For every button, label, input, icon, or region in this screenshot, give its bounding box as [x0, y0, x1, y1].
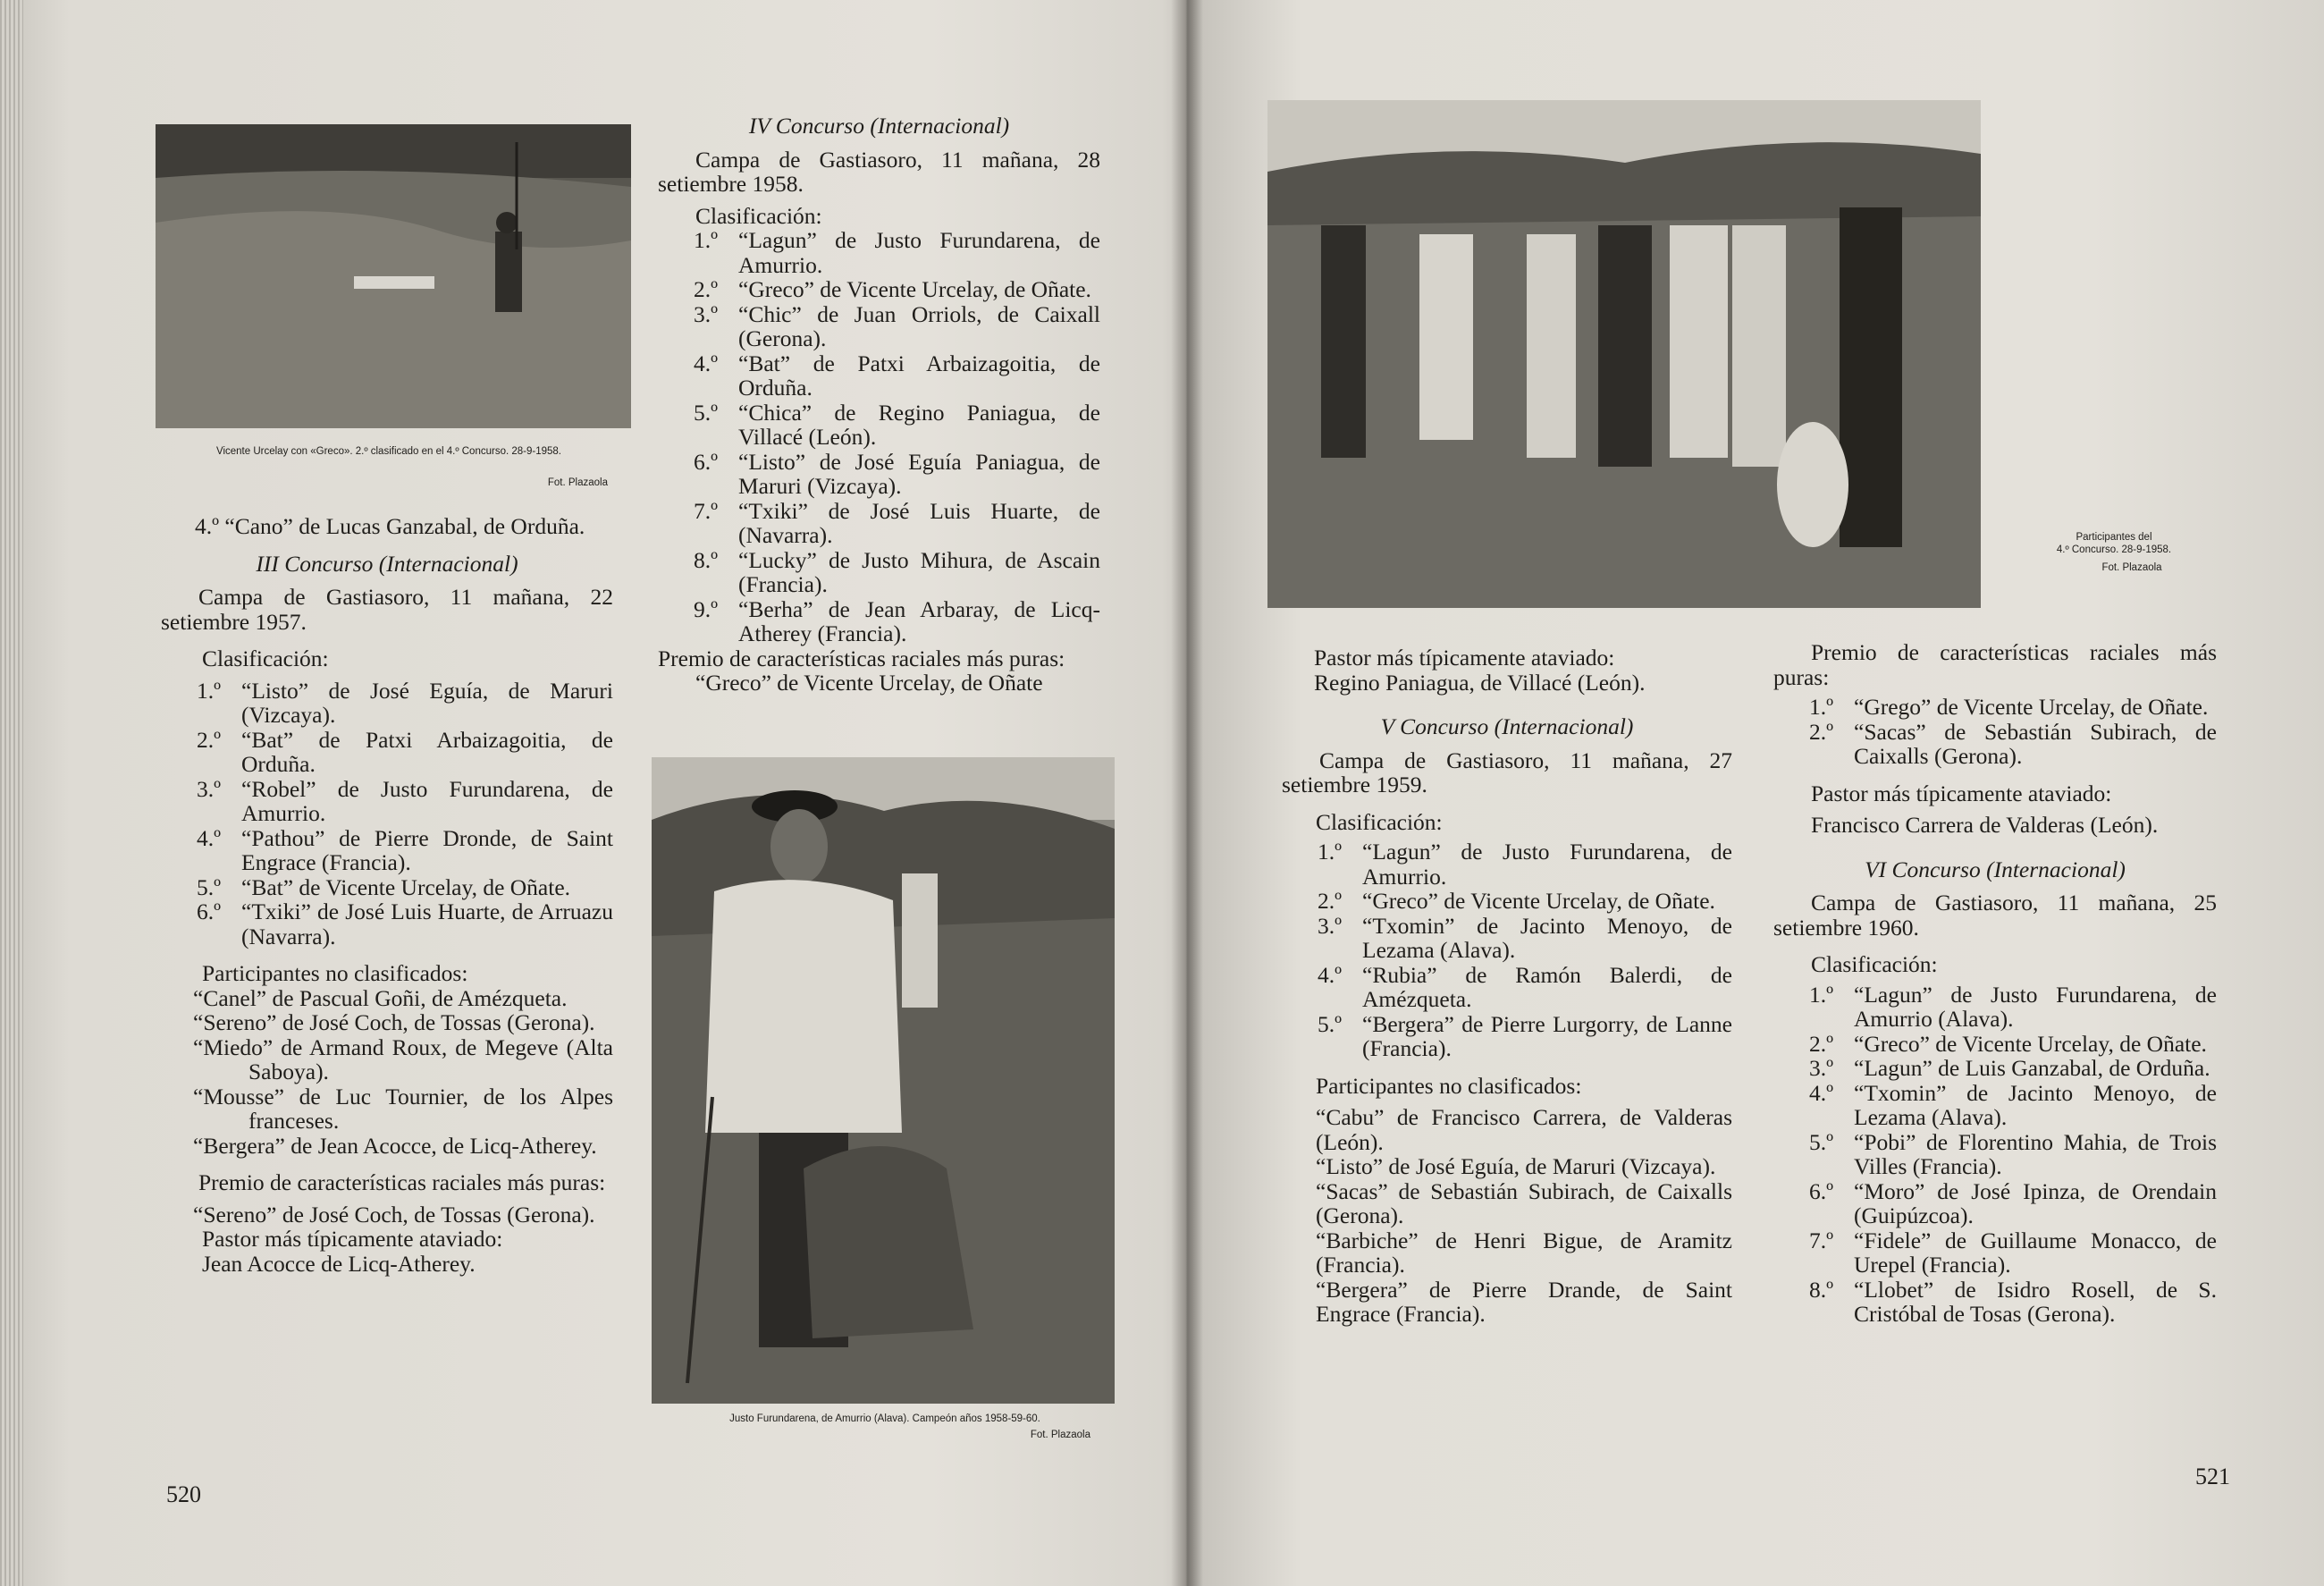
item-number: 3.º [197, 775, 222, 802]
list-item: “Sacas” de Sebastián Subirach, de Caixalls (Gerona). [1316, 1177, 1732, 1228]
caption-line: Participantes del [2076, 532, 2152, 543]
item-text: “Bergera” de Pierre Lurgorry, de Lanne (Francia). [1362, 1010, 1732, 1061]
list-item: “Bergera” de Pierre Drande, de Saint Engrace (Francia). [1316, 1276, 1732, 1327]
list-item [658, 450, 1100, 499]
item-number: 6.º [694, 448, 719, 475]
right-column-2 [1773, 640, 2217, 1327]
item-text: “Pathou” de Pierre Dronde, de Saint Engrace (Francia). [241, 824, 613, 875]
left-column-2 [658, 114, 1100, 696]
item-text: “Sacas” de Sebastián Subirach, de Caixalls (Gerona). [1854, 718, 2217, 769]
list-item [658, 277, 1100, 302]
list-item: “Barbiche” de Henri Bigue, de Aramitz (Francia). [1316, 1227, 1732, 1278]
item-text: “Grego” de Vicente Urcelay, de Oñate. [1854, 694, 2209, 720]
book-gutter [1171, 0, 1203, 1586]
paragraph: Pastor más típicamente ataviado: [1811, 780, 2112, 806]
list-item [1773, 1179, 2217, 1228]
left-column-1 [161, 514, 613, 1276]
label-no-clasificados: Participantes no clasificados: [202, 960, 468, 986]
item-text: “Bat” de Vicente Urcelay, de Oñate. [241, 873, 571, 900]
photo-credit: Fot. Plazaola [547, 477, 608, 488]
paragraph: Campa de Gastiasoro, 11 mañana, 28 setiembre 1958. [658, 146, 1100, 197]
item-text: “Moro” de José Ipinza, de Orendain (Guipúzcoa). [1854, 1177, 2217, 1228]
list-item [658, 401, 1100, 450]
list-item [1773, 1081, 2217, 1130]
item-number: 1.º [1318, 839, 1343, 865]
item-text: “Listo” de José Eguía, de Maruri (Vizcaya). [241, 677, 613, 728]
label-clasificacion: Clasificación: [1316, 808, 1443, 835]
item-text: “Listo” de José Eguía Paniagua, de Maruri (Vizcaya). [738, 448, 1100, 499]
list-item [658, 351, 1100, 401]
section-heading: VI Concurso (Internacional) [1865, 856, 2126, 882]
item-text: “Chica” de Regino Paniagua, de Villacé (León). [738, 399, 1100, 450]
item-number: 5.º [1318, 1010, 1343, 1037]
paragraph: Premio de características raciales más puras: [198, 1169, 606, 1195]
item-number: 3.º [1809, 1055, 1834, 1081]
section-heading: III Concurso (Internacional) [256, 550, 518, 577]
item-number: 2.º [694, 276, 719, 302]
page-edge [0, 0, 23, 1586]
photo-justo-furundarena [652, 757, 1115, 1404]
page-number: 521 [2195, 1464, 2230, 1489]
paragraph: Premio de características raciales más puras: [658, 645, 1065, 671]
paragraph: Premio de características raciales más puras: [1773, 639, 2217, 690]
list-item: “Sereno” de José Coch, de Tossas (Gerona). [193, 1009, 595, 1035]
list-item [1282, 963, 1732, 1012]
photo-credit: Fot. Plazaola [1030, 1430, 1090, 1440]
item-text: “Lagun” de Justo Furundarena, de Amurrio (Alava). [1854, 981, 2217, 1032]
item-number: 6.º [1809, 1177, 1834, 1204]
item-number: 6.º [197, 898, 222, 924]
photo-participantes [1267, 100, 1981, 608]
caption-text: Vicente Urcelay con «Greco». 2.º clasificado en el 4.º Concurso. 28-9-1958. [216, 446, 561, 457]
item-text: “Lucky” de Justo Mihura, de Ascain (Francia). [738, 546, 1100, 597]
list-item [1773, 1130, 2217, 1179]
list-item [1773, 1278, 2217, 1327]
item-text: “Rubia” de Ramón Balerdi, de Amézqueta. [1362, 961, 1732, 1012]
item-text: “Bat” de Patxi Arbaizagoitia, de Orduña. [738, 350, 1100, 401]
item-number: 7.º [694, 497, 719, 524]
item-number: 1.º [197, 677, 222, 704]
list-item [161, 679, 613, 728]
list-item [658, 499, 1100, 548]
list-item [161, 826, 613, 875]
item-text: “Txiki” de José Luis Huarte, de (Navarra). [738, 497, 1100, 548]
item-number: 5.º [1809, 1128, 1834, 1155]
item-number: 5.º [694, 399, 719, 426]
item-text: “Greco” de Vicente Urcelay, de Oñate. [1854, 1030, 2207, 1057]
paragraph: Campa de Gastiasoro, 11 mañana, 25 setiembre 1960. [1773, 890, 2217, 941]
list-item: “Bergera” de Jean Acocce, de Licq-Atherey. [193, 1132, 597, 1159]
label-no-clasificados: Participantes no clasificados: [1316, 1072, 1582, 1099]
list-item [658, 228, 1100, 277]
paragraph: “Greco” de Vicente Urcelay, de Oñate [695, 670, 1043, 696]
paragraph: Pastor más típicamente ataviado: [1314, 645, 1615, 671]
label-clasificacion: Clasificación: [1811, 951, 1938, 977]
item-number: 3.º [694, 300, 719, 327]
item-number: 5.º [197, 873, 222, 900]
item-number: 1.º [1809, 694, 1834, 720]
list-item [658, 548, 1100, 597]
item-number: 1.º [1809, 981, 1834, 1008]
list-item [161, 899, 613, 949]
item-text: “Lagun” de Luis Ganzabal, de Orduña. [1854, 1055, 2210, 1081]
item-text: “Llobet” de Isidro Rosell, de S. Cristóbal de Tosas (Gerona). [1854, 1276, 2217, 1327]
item-text: “Fidele” de Guillaume Monacco, de Urepel (Francia). [1854, 1227, 2217, 1278]
item-text: “Lagun” de Justo Furundarena, de Amurrio. [738, 227, 1100, 278]
list-item: “Listo” de José Eguía, de Maruri (Vizcaya). [1316, 1153, 1716, 1179]
paragraph: Campa de Gastiasoro, 11 mañana, 22 setiembre 1957. [161, 584, 613, 635]
item-text: “Greco” de Vicente Urcelay, de Oñate. [738, 276, 1091, 302]
photo-credit: Fot. Plazaola [2101, 562, 2162, 573]
list-item [1282, 889, 1732, 914]
item-text: “Txomin” de Jacinto Menoyo, de Lezama (Alava). [1854, 1079, 2217, 1130]
list-item: “Miedo” de Armand Roux, de Megeve (Alta Saboya). [193, 1033, 613, 1084]
paragraph: Campa de Gastiasoro, 11 mañana, 27 setiembre 1959. [1282, 747, 1732, 797]
item-number: 2.º [197, 726, 222, 753]
label-clasificacion: Clasificación: [202, 645, 329, 671]
item-text: “Pobi” de Florentino Mahia, de Trois Villes (Francia). [1854, 1128, 2217, 1179]
item-number: 1.º [694, 227, 719, 253]
item-number: 8.º [1809, 1276, 1834, 1303]
list-item [1282, 1012, 1732, 1061]
list-item [1773, 983, 2217, 1032]
paragraph: Jean Acocce de Licq-Atherey. [202, 1250, 476, 1277]
list-item [1282, 914, 1732, 963]
section-heading: V Concurso (Internacional) [1380, 713, 1634, 739]
section-heading: IV Concurso (Internacional) [748, 113, 1010, 139]
photo-caption [2025, 531, 2203, 556]
list-item [1282, 839, 1732, 889]
right-column-1 [1282, 645, 1732, 1327]
list-item [1773, 1228, 2217, 1278]
item-number: 9.º [694, 595, 719, 622]
list-item [1773, 720, 2217, 769]
item-number: 3.º [1318, 912, 1343, 939]
item-text: “Lagun” de Justo Furundarena, de Amurrio. [1362, 839, 1732, 890]
paragraph: Regino Paniagua, de Villacé (León). [1314, 669, 1646, 696]
list-item [658, 597, 1100, 646]
photo-caption [161, 445, 617, 458]
item-number: 4.º [1809, 1079, 1834, 1106]
list-item [1773, 695, 2217, 720]
list-item: “Canel” de Pascual Goñi, de Amézqueta. [193, 984, 568, 1011]
item-number: 8.º [694, 546, 719, 573]
photo-vicente-urcelay [156, 124, 631, 428]
item-number: 2.º [1809, 1030, 1834, 1057]
list-item [658, 302, 1100, 351]
paragraph: Pastor más típicamente ataviado: [202, 1226, 503, 1252]
item-number: 4.º [1318, 961, 1343, 988]
item-text: “Chic” de Juan Orriols, de Caixall (Gerona). [738, 300, 1100, 351]
item-number: 4.º [694, 350, 719, 376]
photo-caption: Justo Furundarena, de Amurrio (Alava). Campeón años 1958-59-60. [729, 1413, 1040, 1424]
item-text: “Txiki” de José Luis Huarte, de Arruazu (Navarra). [241, 898, 613, 949]
item-text: “Robel” de Justo Furundarena, de Amurrio. [241, 775, 613, 826]
list-item [161, 875, 613, 900]
list-item: 4.º “Cano” de Lucas Ganzabal, de Orduña. [195, 513, 585, 539]
list-item: “Cabu” de Francisco Carrera, de Valderas (León). [1316, 1104, 1732, 1155]
item-number: 2.º [1318, 888, 1343, 914]
item-number: 4.º [197, 824, 222, 851]
item-text: “Txomin” de Jacinto Menoyo, de Lezama (Alava). [1362, 912, 1732, 963]
item-text: “Bat” de Patxi Arbaizagoitia, de Orduña. [241, 726, 613, 777]
list-item [1773, 1056, 2217, 1081]
list-item [161, 777, 613, 826]
item-text: “Berha” de Jean Arbaray, de Licq-Atherey (Francia). [738, 595, 1100, 646]
caption-line: 4.º Concurso. 28-9-1958. [2056, 544, 2172, 555]
list-item: “Sereno” de José Coch, de Tossas (Gerona). [193, 1201, 595, 1227]
list-item [1773, 1032, 2217, 1057]
item-number: 7.º [1809, 1227, 1834, 1253]
list-item [161, 728, 613, 777]
label-clasificacion: Clasificación: [695, 202, 822, 229]
list-item: “Mousse” de Luc Tournier, de los Alpes franceses. [193, 1083, 613, 1134]
item-text: “Greco” de Vicente Urcelay, de Oñate. [1362, 888, 1715, 914]
item-number: 2.º [1809, 718, 1834, 745]
page-number: 520 [166, 1481, 201, 1507]
paragraph: Francisco Carrera de Valderas (León). [1811, 812, 2159, 838]
